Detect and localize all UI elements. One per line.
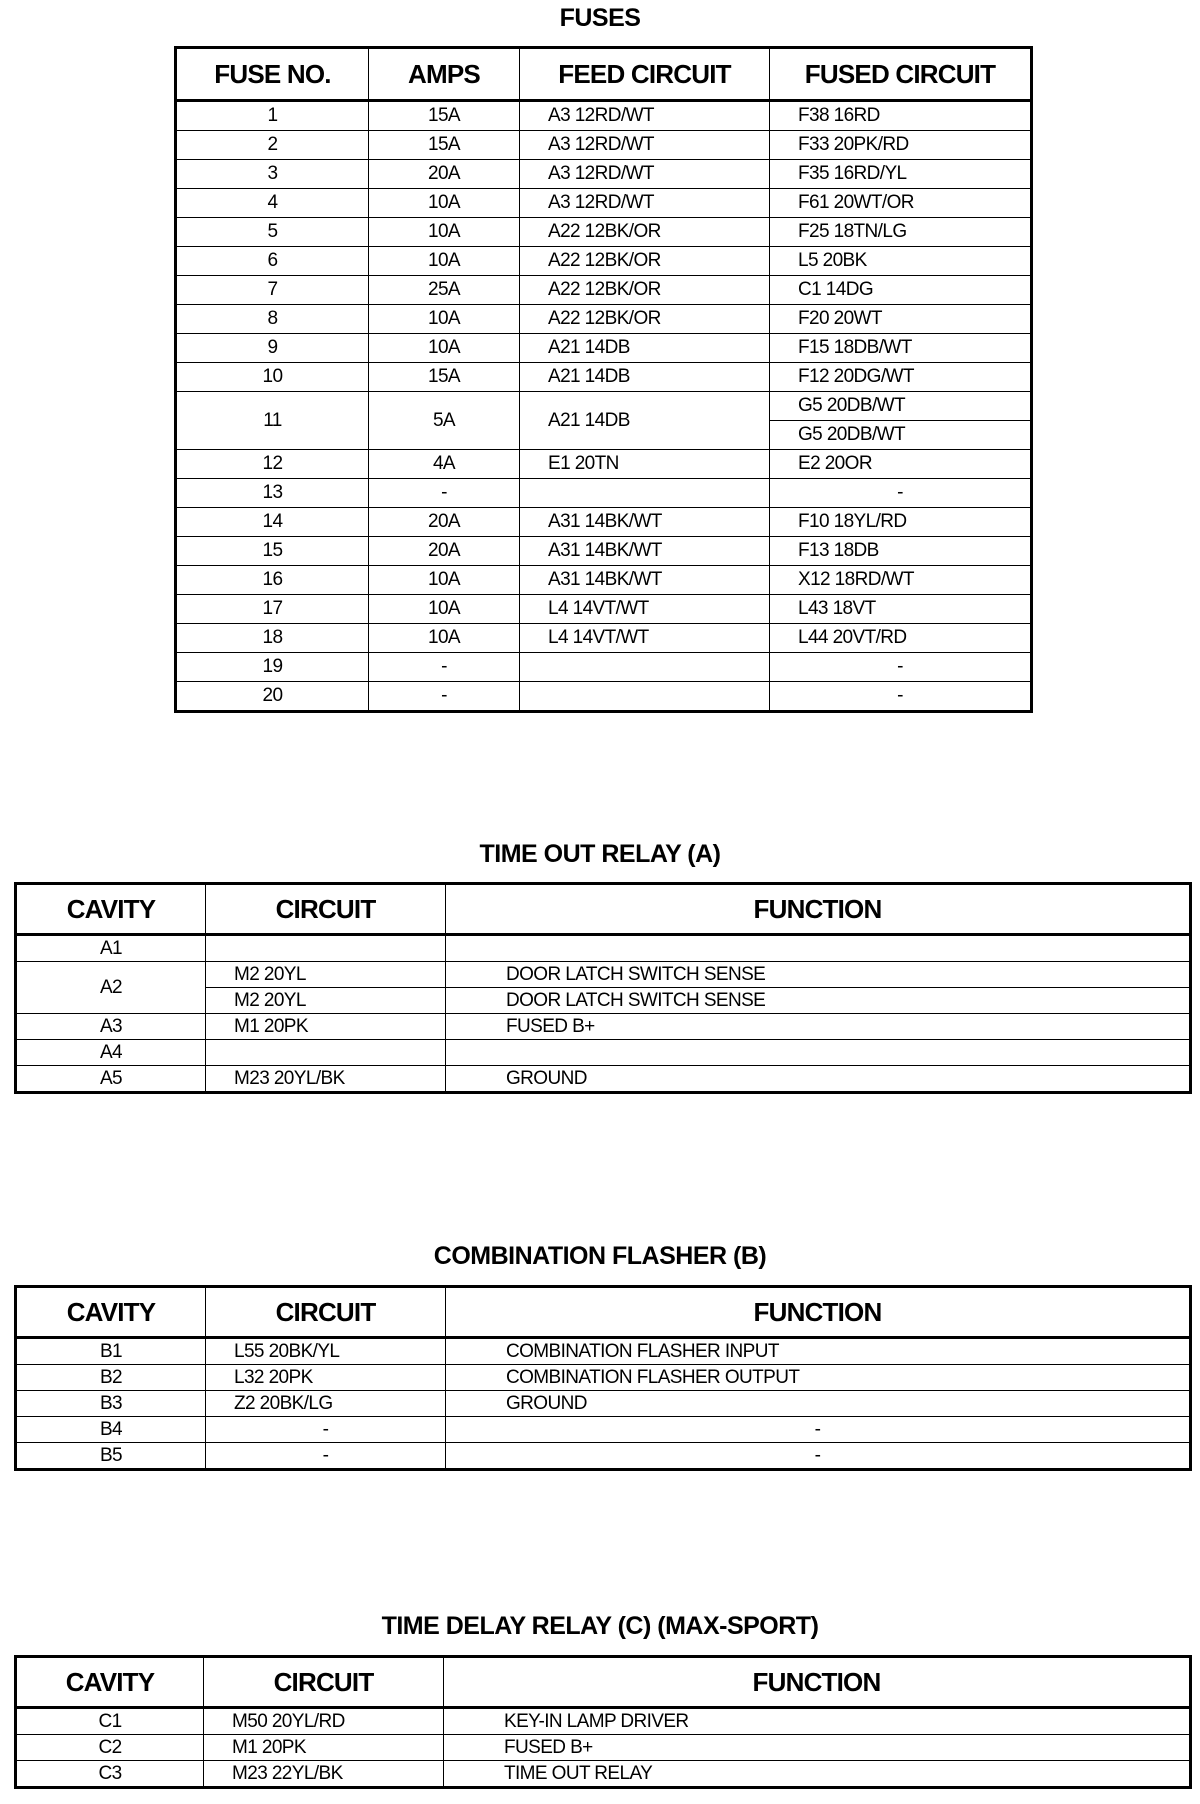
relay-a-function-cell: DOOR LATCH SWITCH SENSE — [446, 988, 1191, 1014]
fuse-fused-circuit-cell: - — [770, 682, 1032, 712]
relay-a-header-circuit: CIRCUIT — [206, 884, 446, 935]
fuse-feed-circuit-cell — [520, 479, 770, 508]
relay-a-circuit-cell — [206, 1040, 446, 1066]
delay-c-table — [14, 1655, 1192, 1789]
fuse-amps-cell: 10A — [369, 566, 520, 595]
delay-c-header-function: FUNCTION — [444, 1657, 1191, 1708]
flasher-b-header-circuit: CIRCUIT — [206, 1287, 446, 1338]
flasher-b-header-function: FUNCTION — [446, 1287, 1191, 1338]
fuse-feed-circuit-cell: A22 12BK/OR — [520, 305, 770, 334]
relay-a-function-cell — [446, 1040, 1191, 1066]
flasher-b-circuit-cell: Z2 20BK/LG — [206, 1391, 446, 1417]
flasher-b-row — [16, 1365, 1191, 1391]
fuse-row — [176, 276, 1032, 305]
fuse-number-cell: 19 — [176, 653, 369, 682]
relay-a-function-cell: FUSED B+ — [446, 1014, 1191, 1040]
fuse-row — [176, 160, 1032, 189]
relay-a-function-cell: GROUND — [446, 1066, 1191, 1093]
fuse-number-cell: 7 — [176, 276, 369, 305]
relay-a-cavity-cell: A4 — [16, 1040, 206, 1066]
fuse-feed-circuit-cell — [520, 682, 770, 712]
relay-a-header-cavity: CAVITY — [16, 884, 206, 935]
fuse-amps-cell: 10A — [369, 218, 520, 247]
fuse-row — [176, 363, 1032, 392]
relay-a-circuit-cell: M2 20YL — [206, 988, 446, 1014]
fuse-row — [176, 537, 1032, 566]
fuse-amps-cell: 10A — [369, 305, 520, 334]
fuse-feed-circuit-cell: A31 14BK/WT — [520, 566, 770, 595]
fuse-feed-circuit-cell: A3 12RD/WT — [520, 160, 770, 189]
relay-a-cavity-cell: A2 — [16, 962, 206, 1014]
relay-a-circuit-cell: M23 20YL/BK — [206, 1066, 446, 1093]
delay-c-function-cell: FUSED B+ — [444, 1735, 1191, 1761]
fuse-fused-circuit-cell: F20 20WT — [770, 305, 1032, 334]
fuse-feed-circuit-cell: L4 14VT/WT — [520, 595, 770, 624]
fuse-amps-cell: 10A — [369, 189, 520, 218]
flasher-b-cavity-cell: B4 — [16, 1417, 206, 1443]
flasher-b-function-cell: COMBINATION FLASHER OUTPUT — [446, 1365, 1191, 1391]
flasher-b-cavity-cell: B5 — [16, 1443, 206, 1470]
fuse-fused-circuit-cell: G5 20DB/WT — [770, 392, 1032, 421]
fuse-row — [176, 218, 1032, 247]
fuse-amps-cell: 10A — [369, 334, 520, 363]
relay-a-function-cell — [446, 935, 1191, 962]
fuse-fused-circuit-cell: F13 18DB — [770, 537, 1032, 566]
fuse-feed-circuit-cell: A3 12RD/WT — [520, 189, 770, 218]
fuse-number-cell: 13 — [176, 479, 369, 508]
flasher-b-cavity-cell: B1 — [16, 1338, 206, 1365]
flasher-b-table — [14, 1285, 1192, 1471]
fuse-amps-cell: - — [369, 682, 520, 712]
relay-a-function-cell: DOOR LATCH SWITCH SENSE — [446, 962, 1191, 988]
relay-a-cavity-cell: A1 — [16, 935, 206, 962]
fuse-row — [176, 247, 1032, 276]
fuse-amps-cell: 20A — [369, 537, 520, 566]
fuse-amps-cell: 20A — [369, 160, 520, 189]
fuse-row — [176, 479, 1032, 508]
fuse-feed-circuit-cell: A21 14DB — [520, 334, 770, 363]
fuse-row — [176, 595, 1032, 624]
fuse-amps-cell: 5A — [369, 392, 520, 450]
fuse-amps-cell: 10A — [369, 247, 520, 276]
fuse-number-cell: 18 — [176, 624, 369, 653]
fuse-row — [176, 392, 1032, 421]
fuse-fused-circuit-cell: F10 18YL/RD — [770, 508, 1032, 537]
flasher-b-header-row — [16, 1287, 1191, 1338]
relay-a-cavity-cell: A5 — [16, 1066, 206, 1093]
relay-a-cavity-cell: A3 — [16, 1014, 206, 1040]
fuse-row — [176, 653, 1032, 682]
fuse-fused-circuit-cell: L44 20VT/RD — [770, 624, 1032, 653]
fuse-row — [176, 682, 1032, 712]
fuse-fused-circuit-cell: L43 18VT — [770, 595, 1032, 624]
fuse-fused-circuit-cell: - — [770, 653, 1032, 682]
fuse-number-cell: 8 — [176, 305, 369, 334]
delay-c-header-cavity: CAVITY — [16, 1657, 204, 1708]
fuse-number-cell: 6 — [176, 247, 369, 276]
relay-a-header-function: FUNCTION — [446, 884, 1191, 935]
fuse-amps-cell: 25A — [369, 276, 520, 305]
fuse-amps-cell: 15A — [369, 101, 520, 131]
fuse-feed-circuit-cell: L4 14VT/WT — [520, 624, 770, 653]
flasher-b-function-cell: - — [446, 1443, 1191, 1470]
flasher-b-circuit-cell: - — [206, 1417, 446, 1443]
fuse-fused-circuit-cell: C1 14DG — [770, 276, 1032, 305]
relay-a-row — [16, 1014, 1191, 1040]
delay-c-cavity-cell: C1 — [16, 1708, 204, 1735]
fuse-row — [176, 189, 1032, 218]
fuse-amps-cell: 10A — [369, 595, 520, 624]
fuse-row — [176, 450, 1032, 479]
fuses-title: FUSES — [559, 4, 641, 32]
flasher-b-circuit-cell: - — [206, 1443, 446, 1470]
fuse-fused-circuit-cell: L5 20BK — [770, 247, 1032, 276]
fuse-fused-circuit-cell: F38 16RD — [770, 101, 1032, 131]
fuse-number-cell: 1 — [176, 101, 369, 131]
fuse-feed-circuit-cell: A31 14BK/WT — [520, 508, 770, 537]
delay-c-circuit-cell: M50 20YL/RD — [204, 1708, 444, 1735]
fuse-number-cell: 11 — [176, 392, 369, 450]
fuse-amps-cell: 10A — [369, 624, 520, 653]
fuse-feed-circuit-cell — [520, 653, 770, 682]
flasher-b-title: COMBINATION FLASHER (B) — [433, 1242, 767, 1270]
fuse-feed-circuit-cell: E1 20TN — [520, 450, 770, 479]
fuse-feed-circuit-cell: A22 12BK/OR — [520, 276, 770, 305]
fuse-feed-circuit-cell: A21 14DB — [520, 392, 770, 450]
relay-a-row — [16, 1066, 1191, 1093]
delay-c-cavity-cell: C3 — [16, 1761, 204, 1788]
flasher-b-header-cavity: CAVITY — [16, 1287, 206, 1338]
fuse-row — [176, 305, 1032, 334]
flasher-b-row — [16, 1417, 1191, 1443]
fuse-feed-circuit-cell: A22 12BK/OR — [520, 218, 770, 247]
flasher-b-row — [16, 1391, 1191, 1417]
delay-c-header-row — [16, 1657, 1191, 1708]
fuse-number-cell: 2 — [176, 131, 369, 160]
relay-a-row — [16, 935, 1191, 962]
fuse-fused-circuit-cell: F33 20PK/RD — [770, 131, 1032, 160]
flasher-b-cavity-cell: B3 — [16, 1391, 206, 1417]
fuse-amps-cell: 20A — [369, 508, 520, 537]
relay-a-header-row — [16, 884, 1191, 935]
fuse-number-cell: 15 — [176, 537, 369, 566]
fuse-number-cell: 10 — [176, 363, 369, 392]
fuse-amps-cell: 15A — [369, 131, 520, 160]
flasher-b-row — [16, 1338, 1191, 1365]
fuse-fused-circuit-cell: F25 18TN/LG — [770, 218, 1032, 247]
fuse-fused-circuit-cell: F12 20DG/WT — [770, 363, 1032, 392]
fuses-header-fuse-no: FUSE NO. — [176, 48, 369, 101]
fuse-amps-cell: 15A — [369, 363, 520, 392]
fuse-fused-circuit-cell: X12 18RD/WT — [770, 566, 1032, 595]
fuse-fused-circuit-cell: F61 20WT/OR — [770, 189, 1032, 218]
fuse-fused-circuit-cell: E2 20OR — [770, 450, 1032, 479]
relay-a-row — [16, 962, 1191, 988]
delay-c-function-cell: TIME OUT RELAY — [444, 1761, 1191, 1788]
flasher-b-circuit-cell: L55 20BK/YL — [206, 1338, 446, 1365]
flasher-b-cavity-cell: B2 — [16, 1365, 206, 1391]
fuses-header-row — [176, 48, 1032, 101]
relay-a-row — [16, 1040, 1191, 1066]
fuse-number-cell: 14 — [176, 508, 369, 537]
fuse-amps-cell: - — [369, 653, 520, 682]
fuse-number-cell: 3 — [176, 160, 369, 189]
fuse-number-cell: 5 — [176, 218, 369, 247]
flasher-b-function-cell: COMBINATION FLASHER INPUT — [446, 1338, 1191, 1365]
fuse-row — [176, 566, 1032, 595]
delay-c-row — [16, 1761, 1191, 1788]
fuses-header-fused-circuit: FUSED CIRCUIT — [770, 48, 1032, 101]
delay-c-circuit-cell: M1 20PK — [204, 1735, 444, 1761]
fuse-fused-circuit-cell: F15 18DB/WT — [770, 334, 1032, 363]
delay-c-circuit-cell: M23 22YL/BK — [204, 1761, 444, 1788]
relay-a-title: TIME OUT RELAY (A) — [479, 840, 721, 868]
fuse-row — [176, 101, 1032, 131]
fuses-header-feed-circuit: FEED CIRCUIT — [520, 48, 770, 101]
fuse-feed-circuit-cell: A21 14DB — [520, 363, 770, 392]
fuse-feed-circuit-cell: A3 12RD/WT — [520, 101, 770, 131]
delay-c-row — [16, 1708, 1191, 1735]
flasher-b-function-cell: - — [446, 1417, 1191, 1443]
fuses-header-amps: AMPS — [369, 48, 520, 101]
delay-c-header-circuit: CIRCUIT — [204, 1657, 444, 1708]
fuse-amps-cell: 4A — [369, 450, 520, 479]
fuse-fused-circuit-cell: F35 16RD/YL — [770, 160, 1032, 189]
delay-c-function-cell: KEY-IN LAMP DRIVER — [444, 1708, 1191, 1735]
fuse-fused-circuit-cell: - — [770, 479, 1032, 508]
fuse-number-cell: 9 — [176, 334, 369, 363]
fuse-feed-circuit-cell: A22 12BK/OR — [520, 247, 770, 276]
fuse-row — [176, 508, 1032, 537]
delay-c-cavity-cell: C2 — [16, 1735, 204, 1761]
fuses-table — [174, 46, 1033, 713]
fuse-row — [176, 334, 1032, 363]
fuse-fused-circuit-cell: G5 20DB/WT — [770, 421, 1032, 450]
fuse-number-cell: 4 — [176, 189, 369, 218]
relay-a-table — [14, 882, 1192, 1094]
fuse-amps-cell: - — [369, 479, 520, 508]
fuse-row — [176, 131, 1032, 160]
flasher-b-circuit-cell: L32 20PK — [206, 1365, 446, 1391]
fuse-number-cell: 12 — [176, 450, 369, 479]
flasher-b-row — [16, 1443, 1191, 1470]
relay-a-circuit-cell: M2 20YL — [206, 962, 446, 988]
flasher-b-function-cell: GROUND — [446, 1391, 1191, 1417]
fuse-row — [176, 624, 1032, 653]
fuse-number-cell: 20 — [176, 682, 369, 712]
fuse-number-cell: 17 — [176, 595, 369, 624]
relay-a-circuit-cell: M1 20PK — [206, 1014, 446, 1040]
fuse-number-cell: 16 — [176, 566, 369, 595]
fuse-feed-circuit-cell: A31 14BK/WT — [520, 537, 770, 566]
delay-c-row — [16, 1735, 1191, 1761]
relay-a-circuit-cell — [206, 935, 446, 962]
delay-c-title: TIME DELAY RELAY (C) (MAX-SPORT) — [381, 1612, 819, 1640]
fuse-feed-circuit-cell: A3 12RD/WT — [520, 131, 770, 160]
